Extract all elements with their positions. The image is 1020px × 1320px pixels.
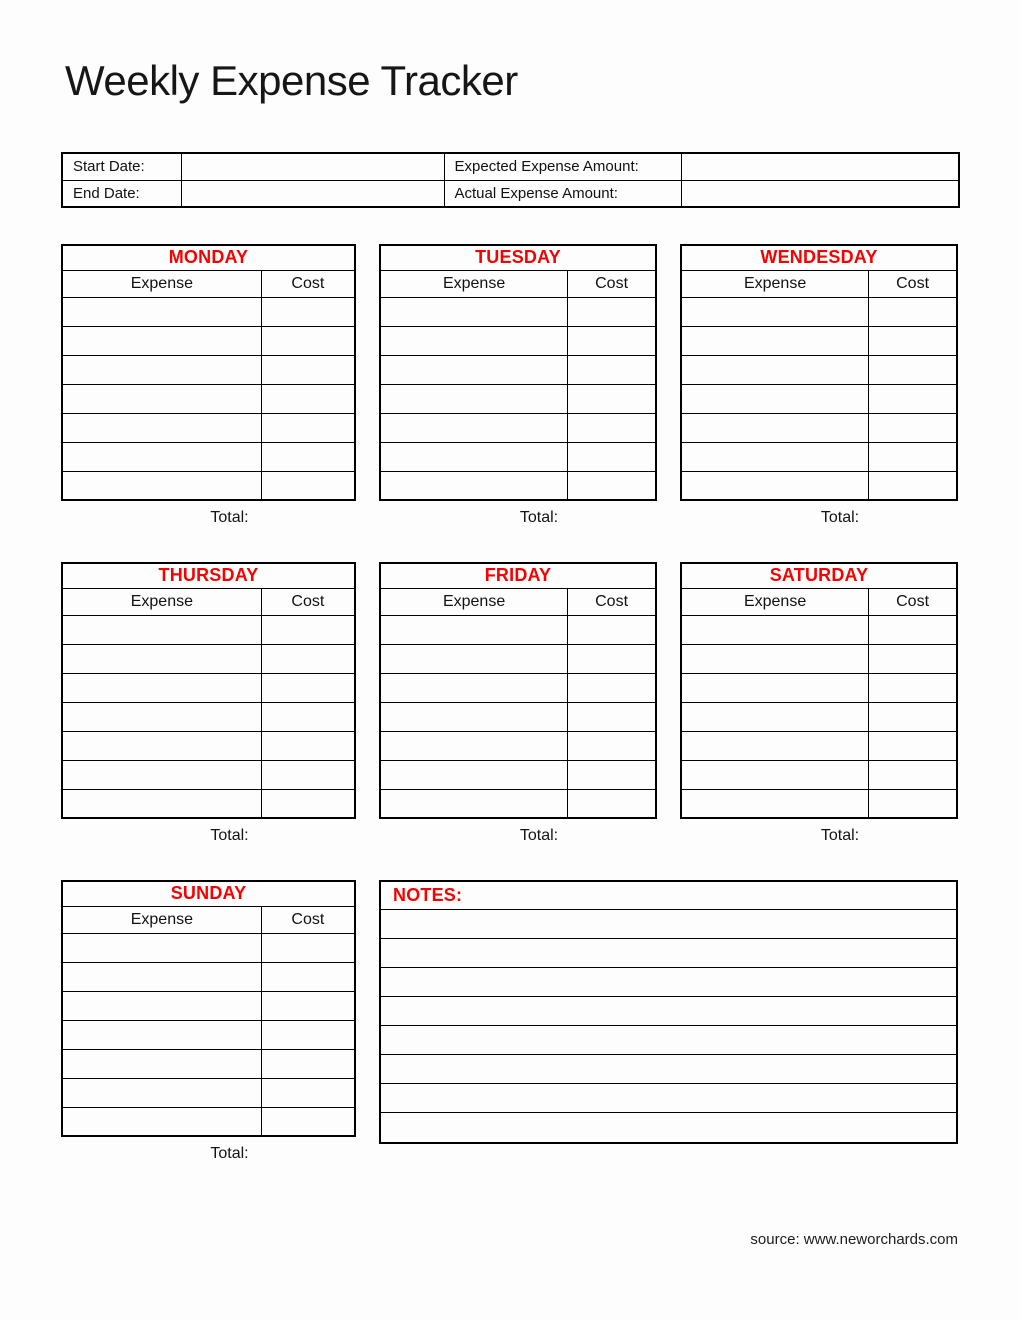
cost-cell[interactable] [261,789,355,818]
expense-row [62,615,355,644]
expense-rows [62,615,355,818]
expense-column-header: Expense [380,270,568,297]
expense-row [62,644,355,673]
cost-cell[interactable] [261,1078,355,1107]
expense-cell[interactable] [62,991,261,1020]
expense-cell[interactable] [62,702,261,731]
expense-row [681,413,957,442]
expense-row [62,731,355,760]
day-expense-block [379,562,657,846]
info-table [61,152,960,208]
expense-row [380,702,656,731]
expense-row [380,442,656,471]
cost-cell[interactable] [261,442,355,471]
info-row [62,153,959,180]
expense-row [62,1049,355,1078]
expense-rows [681,615,957,818]
expense-row [62,962,355,991]
cost-cell[interactable] [568,297,656,326]
total-label: Total: [210,509,249,526]
cost-cell[interactable] [261,326,355,355]
expense-row [681,326,957,355]
day-expense-block [61,562,356,846]
expense-cell[interactable] [681,326,869,355]
notes-line[interactable] [381,939,956,968]
expense-row [62,384,355,413]
expense-cell[interactable] [681,615,869,644]
cost-cell[interactable] [568,702,656,731]
expense-row [681,615,957,644]
notes-section [379,880,958,1144]
expense-row [681,673,957,702]
expense-row [380,326,656,355]
expense-row [62,355,355,384]
info-row [62,180,959,207]
expense-row [380,355,656,384]
cost-cell[interactable] [869,297,957,326]
source-credit: source: www.neworchards.com [750,1231,958,1248]
expense-column-header: Expense [62,906,261,933]
expense-cell[interactable] [681,297,869,326]
expense-cell[interactable] [681,789,869,818]
notes-line[interactable] [381,1084,956,1113]
notes-line[interactable] [381,910,956,939]
total-label: Total: [820,509,860,526]
notes-line[interactable] [381,1026,956,1055]
expense-cell[interactable] [380,471,568,500]
cost-column-header: Cost [261,588,355,615]
expense-cell[interactable] [380,615,568,644]
expense-row [681,442,957,471]
expense-cell[interactable] [62,760,261,789]
expense-cell[interactable] [380,297,568,326]
expense-row [681,471,957,500]
expense-row [380,673,656,702]
cost-cell[interactable] [869,702,957,731]
cost-cell[interactable] [261,991,355,1020]
notes-line[interactable] [381,1055,956,1084]
start-date-label: Start Date: [62,153,181,180]
expense-cell[interactable] [380,326,568,355]
day-header: FRIDAY [380,563,656,588]
expense-row [380,760,656,789]
start-date-value[interactable] [181,153,444,180]
cost-cell[interactable] [261,962,355,991]
expense-row [62,991,355,1020]
cost-column-header: Cost [869,270,957,297]
expense-cell[interactable] [681,673,869,702]
expense-row [62,789,355,818]
expense-column-header: Expense [62,588,261,615]
expense-cell[interactable] [62,326,261,355]
cost-cell[interactable] [568,326,656,355]
day-expense-table [61,244,356,501]
day-expense-block [680,562,958,846]
expense-cell[interactable] [62,1107,261,1136]
cost-cell[interactable] [869,760,957,789]
cost-cell[interactable] [261,1049,355,1078]
cost-cell[interactable] [869,471,957,500]
cost-cell[interactable] [869,384,957,413]
day-header: SUNDAY [62,881,355,906]
day-header: SATURDAY [681,563,957,588]
expense-cell[interactable] [380,789,568,818]
expense-cell[interactable] [62,933,261,962]
expense-row [62,933,355,962]
expense-row [380,731,656,760]
total-label: Total: [519,827,559,844]
expense-row [62,1020,355,1049]
expense-cell[interactable] [681,471,869,500]
cost-cell[interactable] [869,442,957,471]
cost-cell[interactable] [568,731,656,760]
expense-row [62,326,355,355]
expected-expense-amount-value[interactable] [681,153,959,180]
day-header: WENDESDAY [681,245,957,270]
expense-row [62,413,355,442]
expense-row [681,731,957,760]
notes-label: NOTES: [381,882,956,910]
expense-row [380,384,656,413]
actual-expense-amount-label: Actual Expense Amount: [444,180,681,207]
expense-column-header: Expense [681,270,869,297]
cost-cell[interactable] [568,413,656,442]
expense-row [380,615,656,644]
cost-cell[interactable] [568,789,656,818]
expense-cell[interactable] [62,1049,261,1078]
notes-line[interactable] [381,1113,956,1142]
expense-cell[interactable] [380,644,568,673]
cost-cell[interactable] [869,673,957,702]
cost-cell[interactable] [869,355,957,384]
expense-cell[interactable] [62,731,261,760]
total-label: Total: [210,827,249,844]
total-label: Total: [210,1145,249,1162]
expense-cell[interactable] [62,471,261,500]
cost-cell[interactable] [869,644,957,673]
expense-row [681,355,957,384]
expense-cell[interactable] [62,442,261,471]
expense-cell[interactable] [380,355,568,384]
cost-cell[interactable] [568,384,656,413]
day-expense-block [61,244,356,528]
expense-column-header: Expense [380,588,568,615]
cost-cell[interactable] [869,413,957,442]
expense-row [62,702,355,731]
cost-column-header: Cost [568,270,656,297]
expense-row [681,702,957,731]
notes-lines [381,910,956,1142]
expense-cell[interactable] [62,644,261,673]
expense-row [380,297,656,326]
expense-row [62,760,355,789]
total-label: Total: [820,827,860,844]
expense-row [681,384,957,413]
expense-row [380,644,656,673]
cost-cell[interactable] [261,413,355,442]
expense-cell[interactable] [62,355,261,384]
cost-cell[interactable] [568,471,656,500]
expense-row [380,413,656,442]
expense-cell[interactable] [681,384,869,413]
expense-cell[interactable] [380,760,568,789]
notes-line[interactable] [381,997,956,1026]
day-expense-table [61,880,356,1137]
cost-cell[interactable] [261,702,355,731]
expense-row [380,471,656,500]
expense-row [62,1107,355,1136]
cost-cell[interactable] [261,760,355,789]
day-expense-table [379,244,657,501]
cost-cell[interactable] [568,760,656,789]
expense-rows [62,933,355,1136]
cost-cell[interactable] [261,615,355,644]
expense-row [681,789,957,818]
cost-cell[interactable] [261,1107,355,1136]
cost-cell[interactable] [869,789,957,818]
page-title: Weekly Expense Tracker [65,57,518,104]
day-header: MONDAY [62,245,355,270]
expense-cell[interactable] [681,731,869,760]
expense-cell[interactable] [62,413,261,442]
day-header: THURSDAY [62,563,355,588]
cost-column-header: Cost [261,270,355,297]
expense-cell[interactable] [681,355,869,384]
expense-row [62,1078,355,1107]
expense-cell[interactable] [62,297,261,326]
expense-cell[interactable] [380,673,568,702]
expense-column-header: Expense [681,588,869,615]
cost-cell[interactable] [869,615,957,644]
cost-cell[interactable] [261,471,355,500]
expense-row [62,297,355,326]
day-tables-grid [61,244,958,1164]
end-date-label: End Date: [62,180,181,207]
expense-cell[interactable] [62,384,261,413]
notes-line[interactable] [381,968,956,997]
expense-cell[interactable] [62,1078,261,1107]
cost-cell[interactable] [568,355,656,384]
expense-row [681,760,957,789]
expense-cell[interactable] [62,673,261,702]
cost-cell[interactable] [568,615,656,644]
cost-cell[interactable] [261,1020,355,1049]
cost-cell[interactable] [261,297,355,326]
expense-cell[interactable] [380,731,568,760]
cost-cell[interactable] [261,355,355,384]
expense-cell[interactable] [380,413,568,442]
expense-cell[interactable] [681,644,869,673]
expense-cell[interactable] [62,789,261,818]
cost-cell[interactable] [869,326,957,355]
expense-rows [380,297,656,500]
cost-cell[interactable] [261,384,355,413]
cost-column-header: Cost [261,906,355,933]
expense-row [62,673,355,702]
expense-cell[interactable] [62,1020,261,1049]
cost-cell[interactable] [261,673,355,702]
expense-cell[interactable] [380,702,568,731]
expense-cell[interactable] [62,962,261,991]
day-expense-table [680,244,958,501]
cost-cell[interactable] [568,644,656,673]
cost-column-header: Cost [568,588,656,615]
expense-row [62,442,355,471]
cost-cell[interactable] [261,731,355,760]
expense-rows [380,615,656,818]
expense-rows [681,297,957,500]
total-label: Total: [519,509,559,526]
expense-cell[interactable] [681,442,869,471]
expense-cell[interactable] [62,615,261,644]
day-expense-table [379,562,657,819]
expense-row [681,297,957,326]
cost-cell[interactable] [261,933,355,962]
expense-column-header: Expense [62,270,261,297]
day-header: TUESDAY [380,245,656,270]
expense-cell[interactable] [380,442,568,471]
cost-column-header: Cost [869,588,957,615]
day-expense-block [379,244,657,528]
day-expense-block [61,880,356,1164]
expense-row [62,471,355,500]
expense-cell[interactable] [681,760,869,789]
expense-cell[interactable] [681,702,869,731]
day-expense-table [680,562,958,819]
expense-cell[interactable] [681,413,869,442]
expense-rows [62,297,355,500]
day-expense-block [680,244,958,528]
expected-expense-amount-label: Expected Expense Amount: [444,153,681,180]
expense-row [380,789,656,818]
cost-cell[interactable] [568,673,656,702]
expense-row [681,644,957,673]
day-expense-table [61,562,356,819]
actual-expense-amount-value[interactable] [681,180,959,207]
cost-cell[interactable] [568,442,656,471]
cost-cell[interactable] [869,731,957,760]
expense-cell[interactable] [380,384,568,413]
end-date-value[interactable] [181,180,444,207]
cost-cell[interactable] [261,644,355,673]
